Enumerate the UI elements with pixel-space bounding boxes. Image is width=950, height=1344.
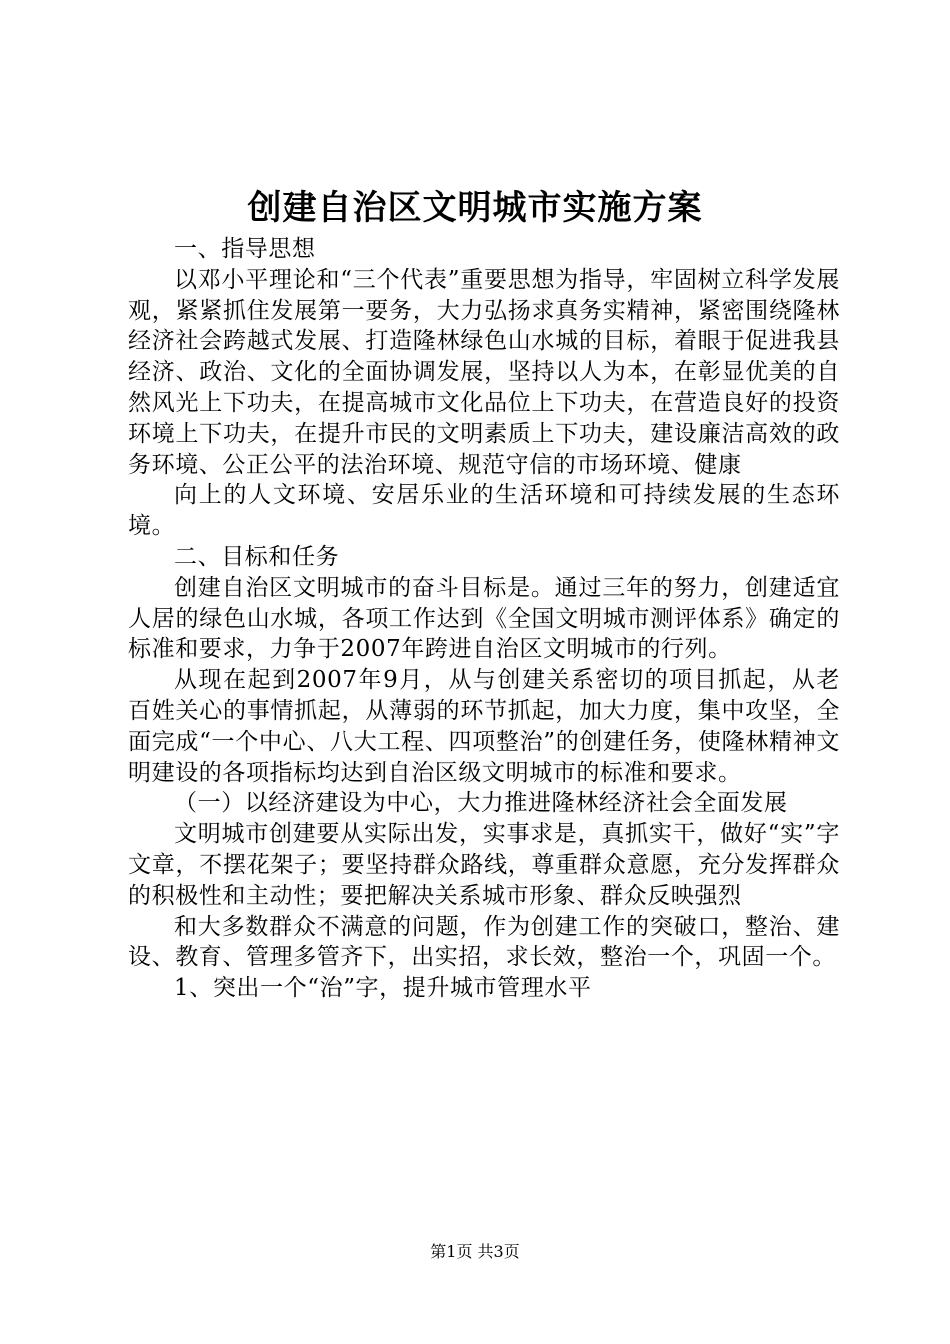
paragraph: 以邓小平理论和“三个代表”重要思想为指导，牢固树立科学发展观，紧紧抓住发展第一要务，大力弘扬求真务实精神，紧密围绕隆林经济社会跨越式发展、打造隆林绿色山水城的目标，着眼于促进我县经济、政治、文化的全面协调发展，坚持以人为本，在彰显优美的自然风光上下功夫，在提高城市文化品位上下功夫，在营造良好的投资环境上下功夫，在提升市民的文明素质上下功夫，建设廉洁高效的政务环境、公正公平的法治环境、规范守信的市场环境、健康	[128, 266, 840, 478]
section-heading: 一、指导思想	[174, 236, 316, 262]
paragraph: 文明城市创建要从实际出发，实事求是，真抓实干，做好“实”字文章，不摆花架子；要坚持群众路线，尊重群众意愿，充分发挥群众的积极性和主动性；要把解决关系城市形象、群众反映强烈	[128, 821, 840, 909]
page-number-footer: 第1页 共3页	[430, 1242, 520, 1261]
section-heading: 二、目标和任务	[174, 543, 340, 570]
subsection-heading: （一）以经济建设为中心，大力推进隆林经济社会全面发展	[174, 790, 788, 817]
paragraph: 从现在起到2007年9月，从与创建关系密切的项目抓起，从老百姓关心的事情抓起，从薄弱的环节抓起，加大力度，集中攻坚，全面完成“一个中心、八大工程、四项整治”的创建任务，使隆林精神文明建设的各项指标均达到自治区级文明城市的标准和要求。	[128, 667, 840, 786]
paragraph: 创建自治区文明城市的奋斗目标是。通过三年的努力，创建适宜人居的绿色山水城，各项工作达到《全国文明城市测评体系》确定的标准和要求，力争于2007年跨进自治区文明城市的行列。	[128, 574, 840, 663]
item-heading: 1、突出一个“治”字，提升城市管理水平	[174, 975, 592, 1002]
paragraph: 和大多数群众不满意的问题，作为创建工作的突破口，整治、建设、教育、管理多管齐下，出实招，求长效，整治一个，巩固一个。	[128, 913, 840, 971]
document-body	[128, 234, 840, 1004]
document-title: 创建自治区文明城市实施方案	[247, 188, 703, 228]
paragraph: 向上的人文环境、安居乐业的生活环境和可持续发展的生态环境。	[128, 482, 840, 540]
